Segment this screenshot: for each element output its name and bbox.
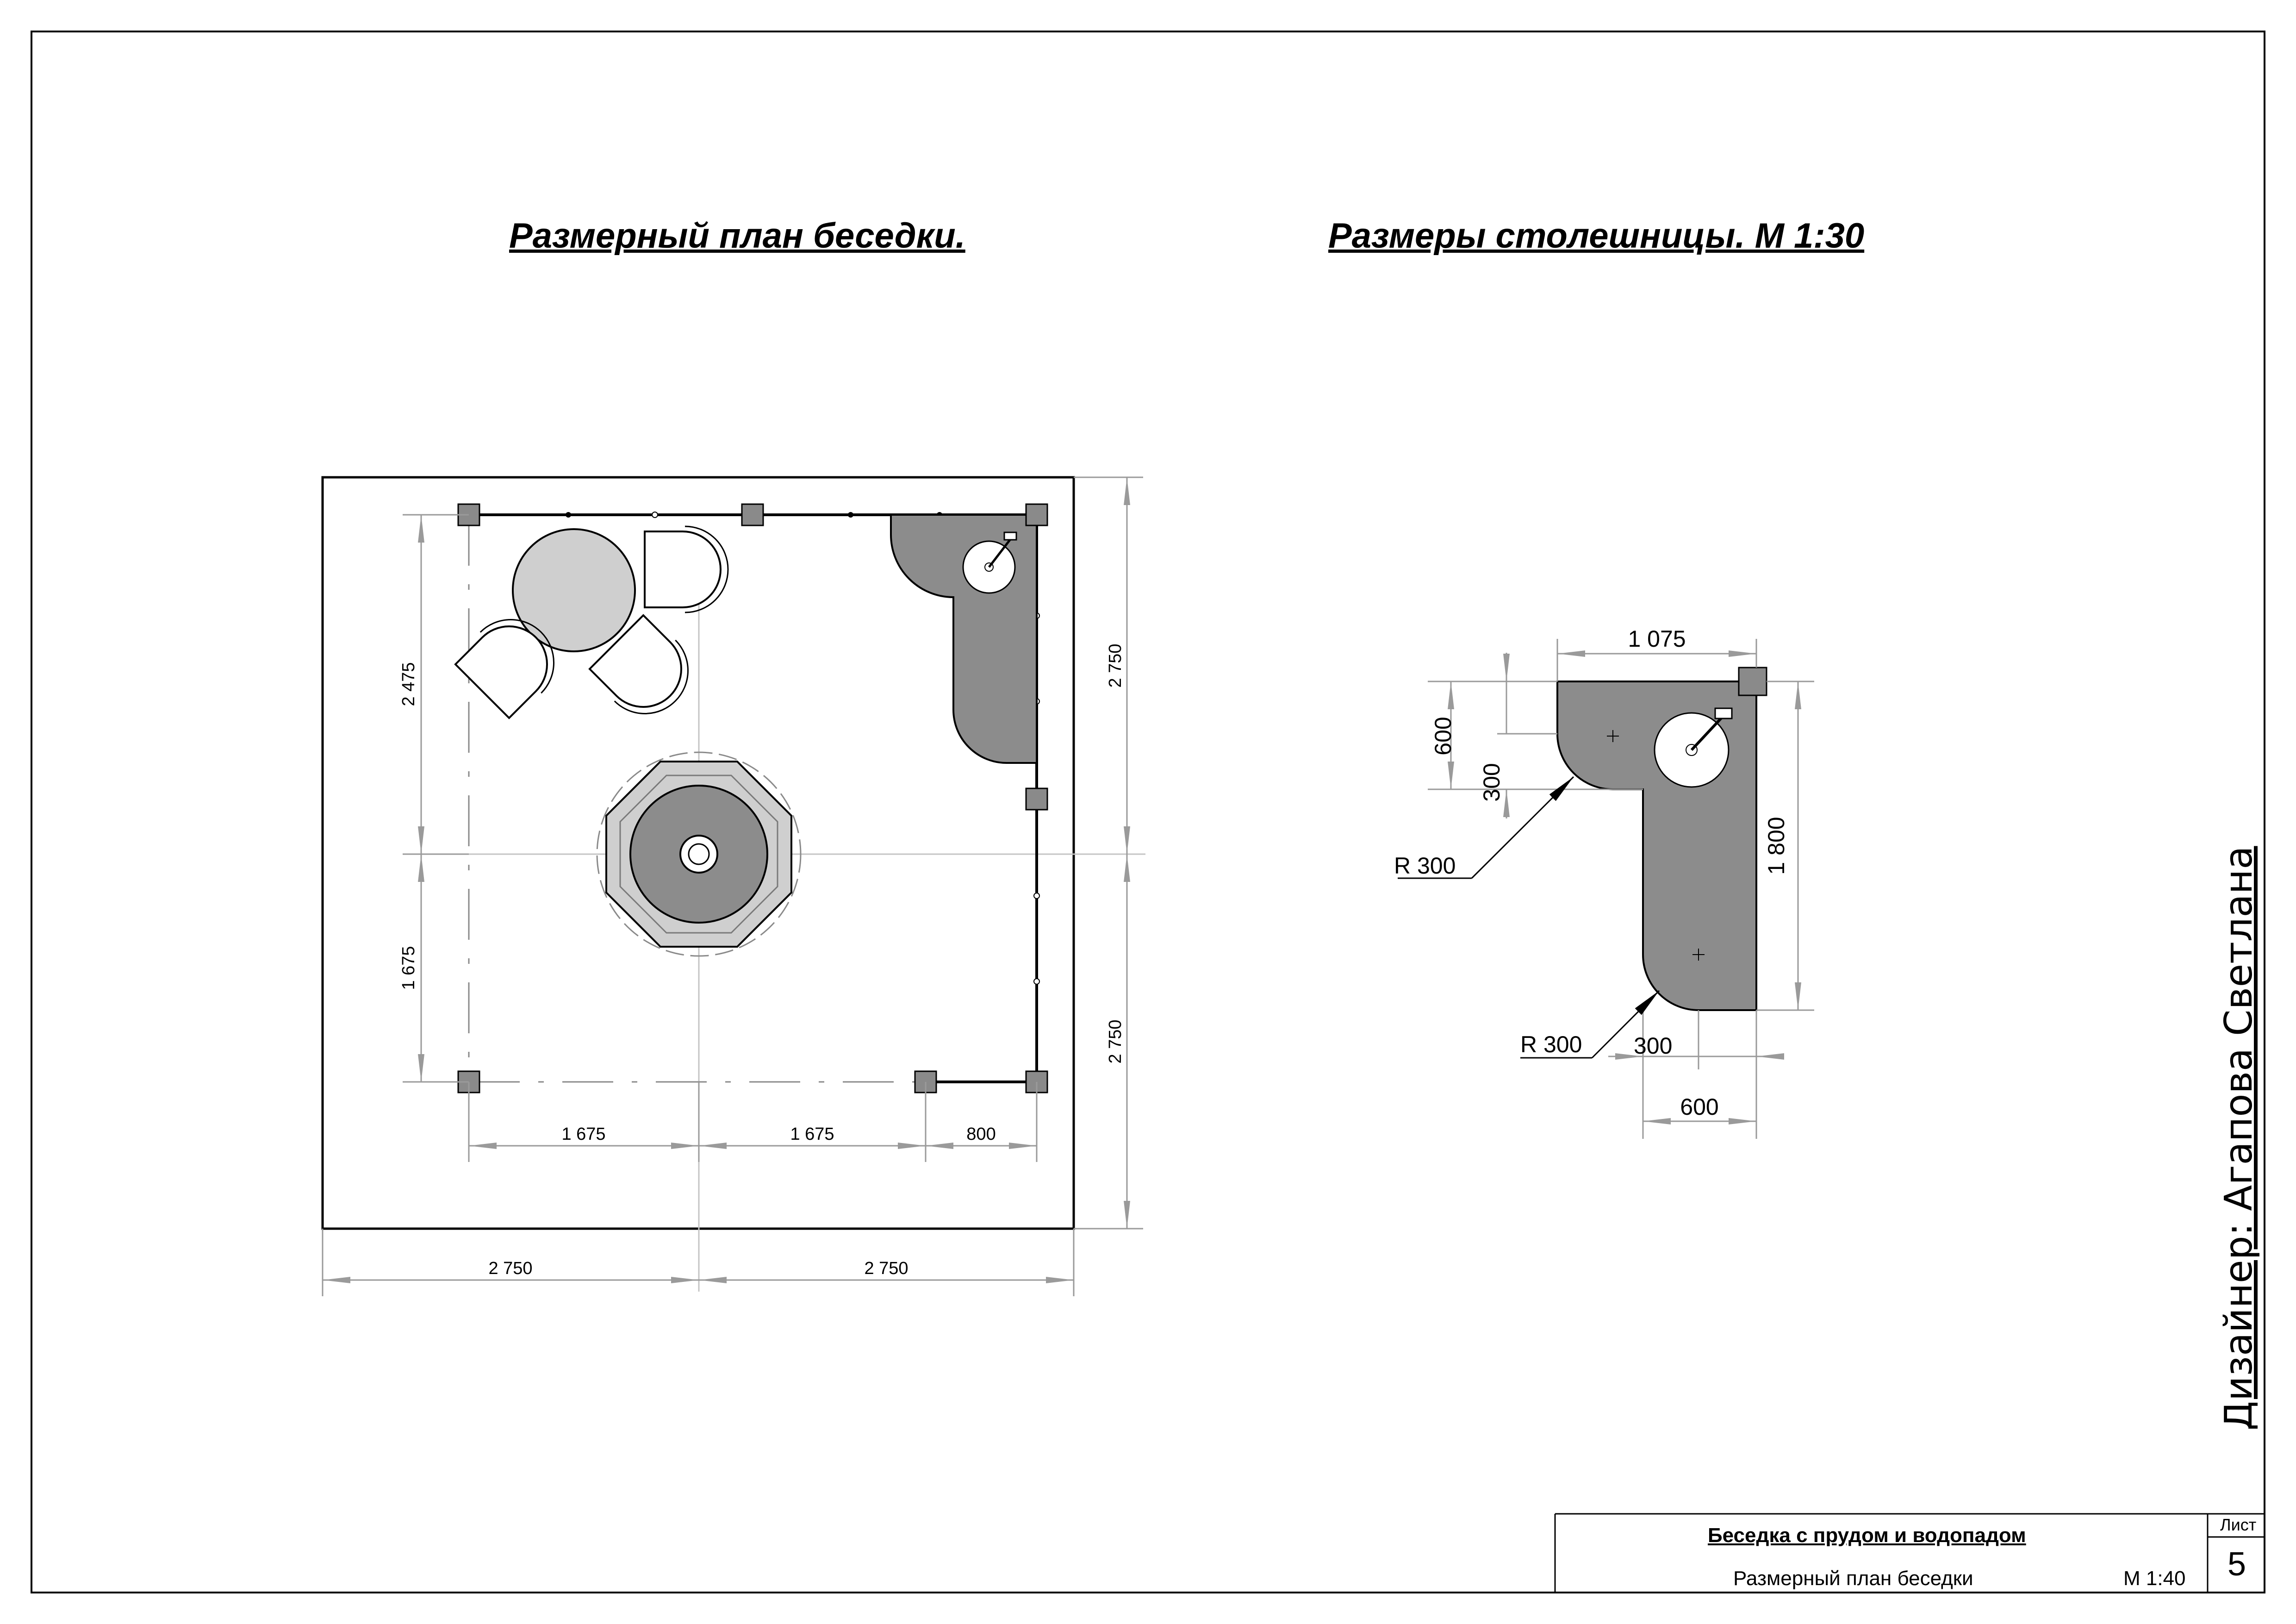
firepit-center: [689, 844, 709, 864]
post: [1026, 504, 1047, 525]
wall-dot: [848, 512, 853, 518]
sheet-scale: М 1:40: [2123, 1567, 2186, 1590]
dim-inner-bottom-1: 1 675: [561, 1124, 606, 1144]
chair: [645, 526, 728, 612]
dim-right-lower: 2 750: [1106, 1019, 1125, 1064]
wall-dot: [1034, 893, 1039, 899]
dim-left-upper: 2 475: [399, 662, 418, 706]
countertop-faucet-handle: [1715, 708, 1732, 718]
wall-dot: [1034, 979, 1039, 984]
radius-leaders: [1398, 777, 1659, 1058]
wall-dot: [566, 512, 571, 518]
countertop-drawing: [1394, 626, 1814, 1139]
dim-outer-bottom-2: 2 750: [864, 1259, 908, 1278]
dim-left-lower: 1 675: [399, 946, 418, 990]
plan-title: Размерный план беседки.: [509, 216, 965, 256]
dim-right-upper: 2 750: [1106, 643, 1125, 688]
post: [742, 504, 763, 525]
countertop-post: [1739, 668, 1767, 695]
plan-faucet-handle: [1004, 532, 1016, 540]
dim-inner-bottom-2: 1 675: [790, 1124, 834, 1144]
countertop-shape: [1557, 681, 1756, 1010]
dim-radius-upper: R 300: [1394, 853, 1456, 879]
wall-dot: [652, 512, 658, 518]
dim-inner-bottom-3: 800: [966, 1124, 996, 1144]
sheet-label: Лист: [2220, 1515, 2257, 1534]
dim-left-height: 600: [1430, 717, 1456, 756]
post: [1026, 788, 1047, 810]
dim-bottom-inset: 300: [1634, 1033, 1673, 1059]
dim-radius-lower: R 300: [1520, 1031, 1582, 1057]
sheet-number: 5: [2228, 1546, 2246, 1583]
plan-countertop: [891, 515, 1037, 763]
gazebo-plan: [323, 477, 1145, 1296]
sheet-frame: [31, 31, 2265, 1593]
dim-bottom-width: 600: [1680, 1094, 1719, 1120]
designer-credit: Дизайнер: Агапова Светлана: [2217, 846, 2261, 1430]
dim-top-width: 1 075: [1628, 626, 1686, 652]
countertop-title: Размеры столешницы. М 1:30: [1328, 216, 1865, 256]
dim-left-inset: 300: [1479, 763, 1505, 802]
dim-right-height: 1 800: [1763, 817, 1789, 875]
sheet-name: Размерный план беседки: [1733, 1567, 1973, 1590]
dim-outer-bottom-1: 2 750: [488, 1259, 533, 1278]
project-title: Беседка с прудом и водопадом: [1708, 1524, 2026, 1547]
